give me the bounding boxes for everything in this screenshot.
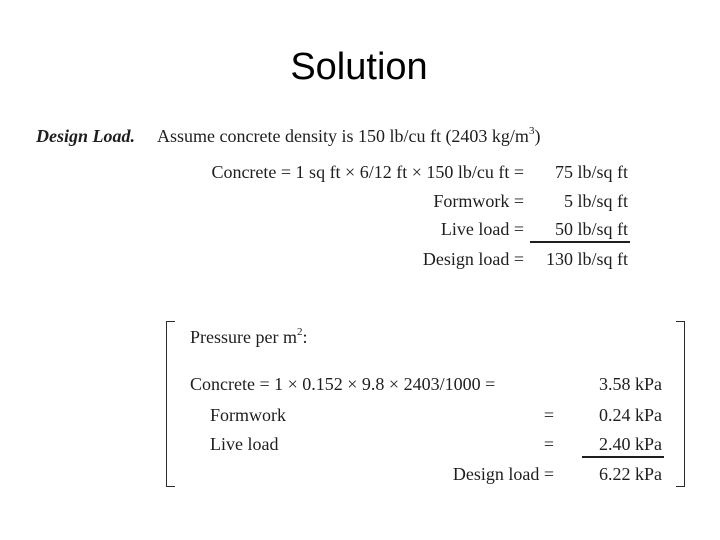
design-load-value: 130 lb/sq ft — [545, 249, 628, 269]
density-unit-exponent: 3 — [528, 125, 535, 137]
pressure-live-label: Live load — [210, 434, 279, 454]
pressure-sum-rule — [582, 456, 664, 458]
right-bracket — [676, 321, 685, 487]
concrete-load-value: 75 lb/sq ft — [554, 162, 628, 182]
pressure-heading-colon: : — [302, 327, 308, 347]
live-load-label: Live load = — [440, 219, 524, 239]
pressure-heading-text: Pressure per m — [190, 327, 297, 347]
density-assumption: Assume concrete density is 150 lb/cu ft (2403 kg/m — [157, 126, 529, 146]
live-load-value: 50 lb/sq ft — [554, 219, 628, 239]
design-load-heading: Design Load. — [36, 126, 135, 146]
formwork-load-value: 5 lb/sq ft — [563, 191, 628, 211]
concrete-calc-label: Concrete = 1 sq ft × 6/12 ft × 150 lb/cu ft = — [211, 162, 524, 182]
pressure-heading-exponent: 2 — [296, 326, 303, 338]
pressure-concrete-label: Concrete = 1 × 0.152 × 9.8 × 2403/1000 = — [190, 374, 496, 394]
left-bracket — [166, 321, 175, 487]
pressure-formwork-value: 0.24 kPa — [599, 405, 662, 425]
pressure-live-value: 2.40 kPa — [599, 434, 662, 454]
density-close-paren: ) — [534, 126, 541, 146]
slide-title: Solution — [290, 46, 428, 88]
pressure-heading — [190, 326, 308, 348]
design-load-label: Design load = — [422, 249, 524, 269]
pressure-design-label: Design load = — [452, 464, 554, 484]
pressure-formwork-equals: = — [543, 405, 554, 425]
formwork-label: Formwork = — [433, 191, 524, 211]
pressure-live-equals: = — [543, 434, 554, 454]
design-load-line — [36, 125, 540, 147]
pressure-design-value: 6.22 kPa — [599, 464, 662, 484]
pressure-concrete-value: 3.58 kPa — [599, 374, 662, 394]
pressure-formwork-label: Formwork — [210, 405, 286, 425]
sum-rule — [530, 241, 630, 243]
